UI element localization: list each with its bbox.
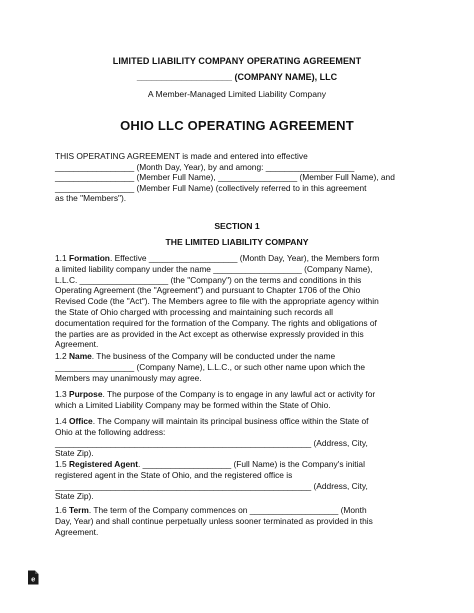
clause-line: Revised Code (the "Act"). The Members agree to file with the appropriate agency within: [55, 296, 379, 307]
clause-line: _______________________________________________________ (Address, City,: [55, 480, 368, 491]
clause-number: 1.1: [55, 253, 67, 263]
section-title: THE LIMITED LIABILITY COMPANY: [165, 237, 309, 247]
clause-first-line: [55, 459, 425, 470]
intro-paragraph: [55, 151, 425, 204]
svg-text:e: e: [31, 574, 36, 584]
clause-heading: Name: [68, 351, 92, 361]
clause-line: Ohio at the following address:: [55, 426, 166, 437]
clause-line: Members may unanimously may agree.: [55, 372, 202, 383]
document-subtitle: A Member-Managed Limited Liability Company: [147, 89, 327, 99]
clause-1-3: [55, 389, 425, 411]
clause-line: a limited liability company under the name ___________________ (Company Name),: [55, 263, 373, 274]
clause-line: _________________ (Company Name), L.L.C., or such other name upon which the: [55, 361, 366, 372]
document-heading: LIMITED LIABILITY COMPANY OPERATING AGREEMENT: [112, 56, 362, 66]
clause-line: L.L.C. ___________________ (the "Company") on the terms and conditions in this: [55, 274, 362, 285]
clause-text: . The purpose of the Company is to engage in any lawful act or activity for: [102, 389, 376, 399]
clause-number: 1.5: [55, 459, 67, 469]
section-number: SECTION 1: [214, 221, 260, 231]
clause-1-4: [55, 416, 425, 459]
clause-1-2: [55, 351, 425, 383]
intro-line: _________________ (Member Full Name), _________________ (Member Full Name), and: [55, 172, 395, 183]
clause-first-line: [55, 253, 425, 264]
clause-first-line: [55, 416, 425, 427]
clause-line: registered agent in the State of Ohio, and the registered office is: [55, 469, 293, 480]
intro-line: _________________ (Member Full Name) (collectively referred to in this agreement: [55, 182, 367, 193]
clause-line: the parties are as provided in the Act except as otherwise expressly provided in this: [55, 328, 364, 339]
clause-line: Day, Year) and shall continue perpetually unless sooner terminated as provided in this: [55, 515, 373, 526]
clause-first-line: [55, 505, 425, 516]
clause-line: Agreement.: [55, 339, 99, 350]
clause-first-line: [55, 351, 425, 362]
eforms-logo-icon: [27, 570, 39, 585]
clause-text: . The Company will maintain its principal business office within the State of: [92, 416, 369, 426]
clause-heading: Term: [68, 505, 89, 515]
clause-text: . Effective ___________________ (Month Day, Year), the Members form: [109, 253, 380, 263]
clause-text: . ___________________ (Full Name) is the Company's initial: [138, 459, 365, 469]
clause-line: _______________________________________________________ (Address, City,: [55, 437, 368, 448]
clause-line: documentation required for the formation of the Company. The rights and obligations of: [55, 317, 377, 328]
clause-text: . The term of the Company commences on ___________________ (Month: [88, 505, 367, 515]
clause-heading: Registered Agent: [68, 459, 139, 469]
clause-1-1: [55, 253, 425, 350]
clause-line: Agreement.: [55, 526, 99, 537]
clause-1-5: [55, 459, 425, 502]
intro-line: THIS OPERATING AGREEMENT is made and entered into effective: [55, 151, 308, 161]
clause-heading: Purpose: [68, 389, 103, 399]
clause-first-line: [55, 389, 425, 400]
clause-heading: Formation: [68, 253, 110, 263]
clause-number: 1.3: [55, 389, 67, 399]
clause-1-6: [55, 505, 425, 537]
clause-line: which a Limited Liability Company may be formed within the State of Ohio.: [55, 399, 331, 410]
clause-line: State Zip).: [55, 448, 94, 459]
clause-number: 1.4: [55, 416, 67, 426]
clause-number: 1.6: [55, 505, 67, 515]
clause-text: . The business of the Company will be conducted under the name: [91, 351, 336, 361]
clause-line: Operating Agreement (the "Agreement") and pursuant to Chapter 1706 of the Ohio: [55, 285, 361, 296]
clause-line: State Zip).: [55, 491, 94, 502]
clause-line: the State of Ohio charged with processing and maintaining such records all: [55, 306, 333, 317]
clause-number: 1.2: [55, 351, 67, 361]
intro-line: as the "Members").: [55, 193, 127, 204]
clause-heading: Office: [68, 416, 93, 426]
intro-line: _________________ (Month Day, Year), by and among: ___________________: [55, 161, 355, 172]
company-name-line: ___________________ (COMPANY NAME), LLC: [136, 72, 338, 82]
main-title: OHIO LLC OPERATING AGREEMENT: [120, 118, 354, 133]
